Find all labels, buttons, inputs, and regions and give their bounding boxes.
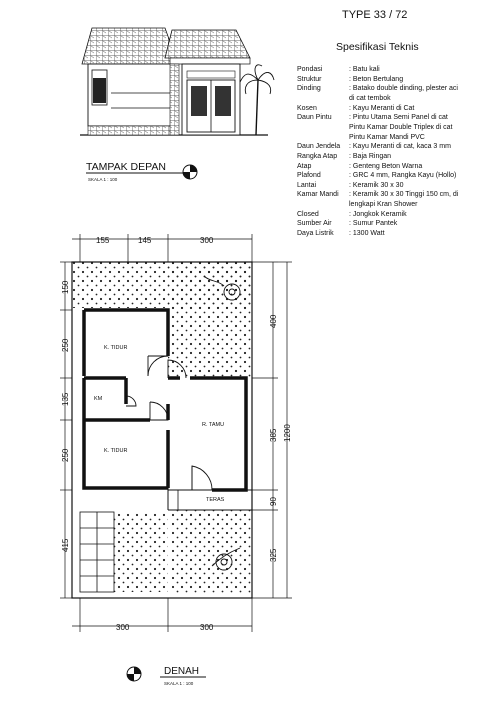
spec-value: : Batako double dinding, plester aci (349, 85, 458, 93)
dim-left-2: 250 (61, 338, 70, 352)
spec-value: Pintu Kamar Mandi PVC (349, 133, 425, 141)
north-arrow-icon (127, 667, 141, 681)
spec-row (297, 163, 497, 172)
spec-row (297, 66, 497, 75)
spec-value: : GRC 4 mm, Rangka Kayu (Hollo) (349, 172, 457, 180)
spec-key: Rangka Atap (297, 152, 338, 160)
spec-row (297, 85, 497, 94)
spec-key (297, 124, 349, 133)
spec-row (297, 143, 497, 152)
spec-key: Lantai (297, 181, 317, 189)
spec-row (297, 172, 497, 181)
dim-top-2: 145 (138, 236, 152, 245)
spec-key: Sumber Air (297, 220, 332, 228)
spec-row (297, 182, 497, 191)
spec-value: : Keramik 30 x 30 (349, 181, 404, 189)
spec-row (297, 76, 497, 85)
spec-key (297, 201, 349, 210)
dim-right-3: 90 (269, 497, 278, 506)
spec-row (297, 114, 497, 123)
spec-value: : Jongkok Keramik (349, 210, 407, 218)
room-label-km: KM (94, 396, 103, 402)
spec-key: Daun Pintu (297, 114, 332, 122)
spec-value: : Kayu Meranti di cat, kaca 3 mm (349, 143, 451, 151)
spec-row (297, 230, 497, 239)
spec-value: lengkapi Kran Shower (349, 201, 418, 209)
spec-key: Kamar Mandi (297, 191, 339, 199)
front-elevation (80, 28, 274, 135)
spec-value: : Kayu Meranti di Cat (349, 104, 415, 112)
spec-value: Pintu Kamar Double Tripleк di cat (349, 123, 453, 131)
spec-key: Daun Jendela (297, 143, 341, 151)
spec-key: Plafond (297, 172, 321, 180)
spec-key (297, 95, 349, 104)
spec-key: Kosen (297, 104, 317, 112)
spec-value: : 1300 Watt (349, 230, 385, 238)
dim-right-total: 1200 (283, 424, 292, 442)
room-label-teras: TERAS (206, 497, 225, 503)
spec-value: : Keramik 30 x 30 Tinggi 150 cm, di (349, 191, 459, 199)
dim-bottom-1: 300 (116, 623, 130, 632)
spec-row (297, 134, 497, 143)
dim-left-5: 415 (61, 538, 70, 552)
spec-value: : Pintu Utama Semi Panel di cat (349, 114, 448, 122)
elevation-title: TAMPAK DEPAN (86, 161, 166, 173)
spec-row (297, 191, 497, 200)
spec-key: Struktur (297, 75, 322, 83)
spec-value: : Sumur Pantek (349, 220, 398, 228)
dim-right-2: 385 (269, 428, 278, 442)
plan-scale: SKALA 1 : 100 (164, 681, 194, 686)
floor-plan (72, 262, 252, 598)
spec-row (297, 124, 497, 133)
plan-title: DENAH (164, 666, 200, 677)
dim-bottom-2: 300 (200, 623, 214, 632)
spec-row (297, 153, 497, 162)
spec-key: Closed (297, 210, 319, 218)
spec-row (297, 105, 497, 114)
dim-left-1: 150 (61, 280, 70, 294)
dim-top-3: 300 (200, 236, 214, 245)
dim-right-4: 325 (269, 548, 278, 562)
elevation-scale: SKALA 1 : 100 (88, 177, 118, 182)
spec-key: Pondasi (297, 66, 323, 73)
spec-key: Dinding (297, 85, 321, 93)
spec-key: Atap (297, 162, 312, 170)
spec-row (297, 95, 497, 104)
dim-right-1: 400 (269, 314, 278, 328)
spec-value: : Baja Ringan (349, 152, 392, 160)
spec-value: : Beton Bertulang (349, 75, 404, 83)
spec-title: Spesifikasi Teknis (336, 41, 419, 53)
dim-top-1: 155 (96, 236, 110, 245)
room-label-k-tidur-1: K. TIDUR (104, 345, 128, 351)
spec-row (297, 211, 497, 220)
spec-key: Daya Listrik (297, 230, 334, 238)
room-label-r-tamu: R. TAMU (202, 422, 225, 428)
spec-key (297, 134, 349, 143)
type-title: TYPE 33 / 72 (342, 9, 408, 21)
spec-value: : Batu kali (349, 66, 380, 73)
north-arrow-icon (183, 165, 197, 179)
dim-left-4: 250 (61, 448, 70, 462)
dim-left-3: 135 (61, 392, 70, 406)
spec-row (297, 220, 497, 229)
spec-value: di cat tembok (349, 94, 391, 102)
spec-value: : Genteng Beton Warna (349, 162, 423, 170)
room-label-k-tidur-2: K. TIDUR (104, 448, 128, 454)
spec-row (297, 201, 497, 210)
